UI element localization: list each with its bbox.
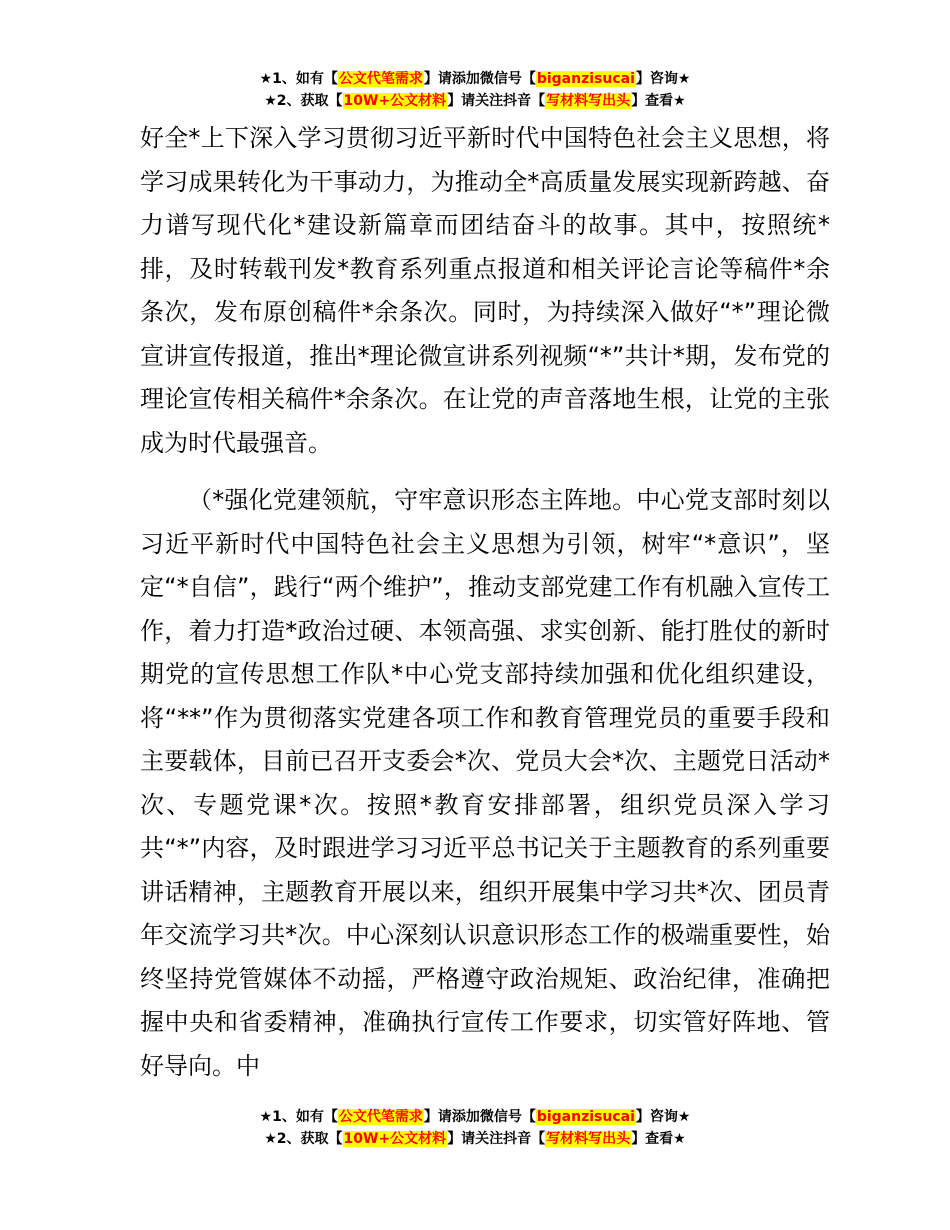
footer-line-2-part3: 】查看★ [631,1131,686,1147]
header-line-1-part3: 】咨询★ [635,71,691,87]
footer-line-2 [0,1128,950,1150]
header-line-1 [0,68,950,90]
paragraph-propaganda-reports: 好全*上下深入学习贯彻习近平新时代中国特色社会主义思想，将学习成果转化为干事动力，为推动全*高质量发展实现新跨越、奋力谱写现代化*建设新篇章而团结奋斗的故事。其中，按照统*排，及时转载刊发*教育系列重点报道和相关评论言论等稿件*余条次，发布原创稿件*余条次。同时，为持续深入做好“*”理论微宣讲宣传报道，推出*理论微宣讲系列视频“*”共计*期，发布党的理论宣传相关稿件*余条次。在让党的声音落地生根，让党的主张成为时代最强音。 [140,124,830,457]
footer-highlight-materials: 10W+公文材料 [343,1131,447,1147]
footer-line-1-part1: ★1、如有【 [259,1109,338,1125]
footer-line-1-part2: 】请添加微信号【 [423,1109,536,1125]
header-highlight-materials: 10W+公文材料 [343,93,447,109]
header-line-2-part3: 】查看★ [631,93,686,109]
footer-banner [0,1106,950,1150]
footer-line-1-part3: 】咨询★ [635,1109,691,1125]
header-line-1-part2: 】请添加微信号【 [423,71,536,87]
paragraph-party-building: （*强化党建领航，守牢意识形态主阵地。中心党支部时刻以习近平新时代中国特色社会主义思想为引领，树牢“*意识”，坚定“*自信”，践行“两个维护”，推动支部党建工作有机融入宣传工作，着力打造*政治过硬、本领高强、求实创新、能打胜仗的新时期党的宣传思想工作队*中心党支部持续加强和优化组织建设，将“**”作为贯彻落实党建各项工作和教育管理党员的重要手段和主要载体，目前已召开支委会*次、党员大会*次、主题党日活动*次、专题党课*次。按照*教育安排部署，组织党员深入学习共“*”内容，及时跟进学习习近平总书记关于主题教育的系列重要讲话精神，主题教育开展以来，组织开展集中学习共*次、团员青年交流学习共*次。中心深刻认识意识形态工作的极端重要性，始终坚持党管媒体不动摇，严格遵守政治规矩、政治纪律，准确把握中央和省委精神，准确执行宣传工作要求，切实管好阵地、管好导向。中 [140,486,830,1080]
header-highlight-douyin: 写材料写出头 [546,93,631,109]
header-line-2 [0,90,950,112]
footer-highlight-douyin: 写材料写出头 [546,1131,631,1147]
header-line-2-part2: 】请关注抖音【 [447,93,546,109]
header-highlight-wechat-id: biganzisucai [536,71,635,87]
header-banner [0,68,950,112]
footer-line-2-part1: ★2、获取【 [264,1131,343,1147]
header-line-1-part1: ★1、如有【 [259,71,338,87]
footer-highlight-wechat-id: biganzisucai [536,1109,635,1125]
header-highlight-ghostwriting: 公文代笔需求 [338,71,423,87]
footer-line-1 [0,1106,950,1128]
header-line-2-part1: ★2、获取【 [264,93,343,109]
footer-highlight-ghostwriting: 公文代笔需求 [338,1109,423,1125]
document-body [140,117,830,1088]
footer-line-2-part2: 】请关注抖音【 [447,1131,546,1147]
